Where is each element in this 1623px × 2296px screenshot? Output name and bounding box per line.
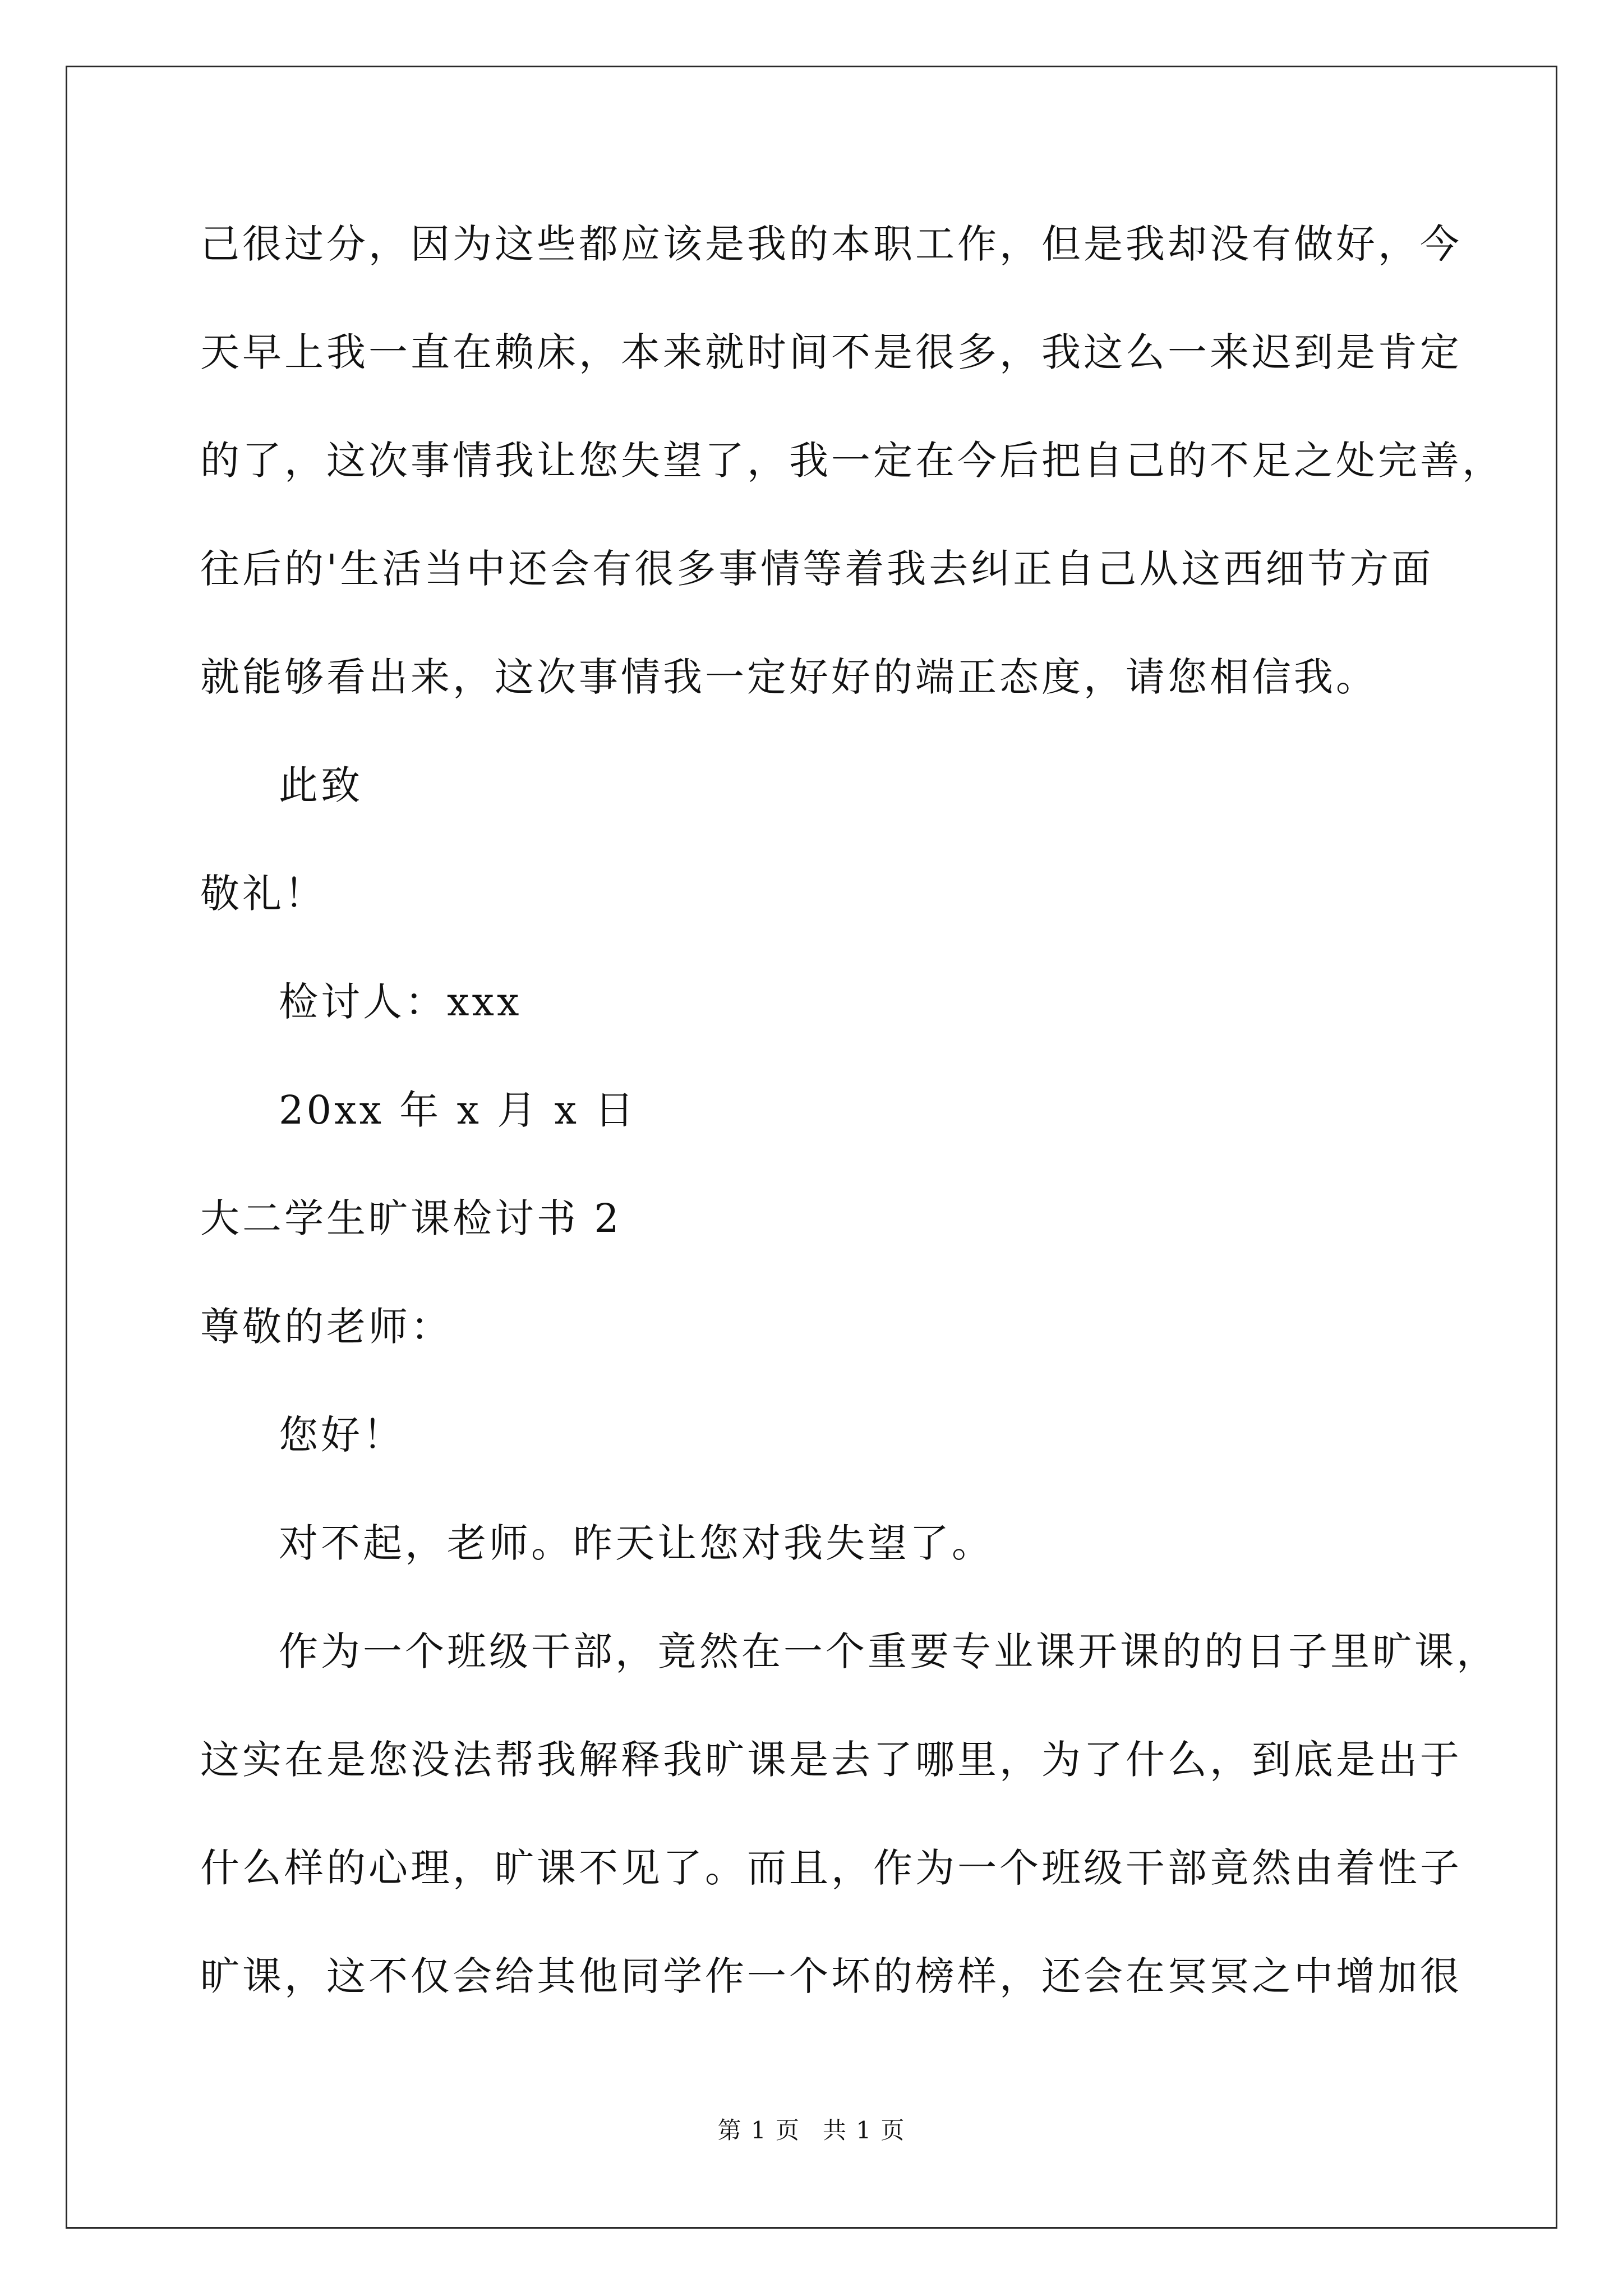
paragraph-line: 什么样的心理，旷课不见了。而且，作为一个班级干部竟然由着性子 xyxy=(200,1845,1462,1891)
page-total: 共 1 页 xyxy=(823,2116,906,2144)
paragraph-line: 往后的'生活当中还会有很多事情等着我去纠正自己从这西细节方面 xyxy=(200,546,1434,592)
closing-regards: 敬礼！ xyxy=(200,871,326,917)
greeting: 尊敬的老师： xyxy=(200,1304,453,1350)
paragraph-line: 天早上我一直在赖床，本来就时间不是很多，我这么一来迟到是肯定 xyxy=(200,329,1462,375)
page-footer xyxy=(0,2115,1623,2146)
paragraph-line: 己很过分，因为这些都应该是我的本职工作，但是我却没有做好，今 xyxy=(200,221,1462,267)
paragraph-line: 的了，这次事情我让您失望了，我一定在今后把自己的不足之处完善， xyxy=(200,438,1504,484)
paragraph-line: 作为一个班级干部，竟然在一个重要专业课开课的的日子里旷课， xyxy=(279,1628,1498,1674)
section-title: 大二学生旷课检讨书 2 xyxy=(200,1195,622,1241)
page-number: 第 1 页 xyxy=(717,2116,800,2144)
closing-salutation: 此致 xyxy=(279,762,363,808)
paragraph-line: 旷课，这不仅会给其他同学作一个坏的榜样，还会在冥冥之中增加很 xyxy=(200,1953,1462,1999)
paragraph-line: 对不起，老师。昨天让您对我失望了。 xyxy=(279,1520,994,1566)
paragraph-line: 这实在是您没法帮我解释我旷课是去了哪里，为了什么，到底是出于 xyxy=(200,1737,1462,1783)
paragraph-line: 就能够看出来，这次事情我一定好好的端正态度，请您相信我。 xyxy=(200,654,1378,700)
greeting-hello: 您好！ xyxy=(279,1412,405,1458)
date-line: 20xx 年 x 月 x 日 xyxy=(279,1087,637,1133)
page-border xyxy=(66,66,1557,2229)
signature-line: 检讨人：xxx xyxy=(279,979,522,1025)
